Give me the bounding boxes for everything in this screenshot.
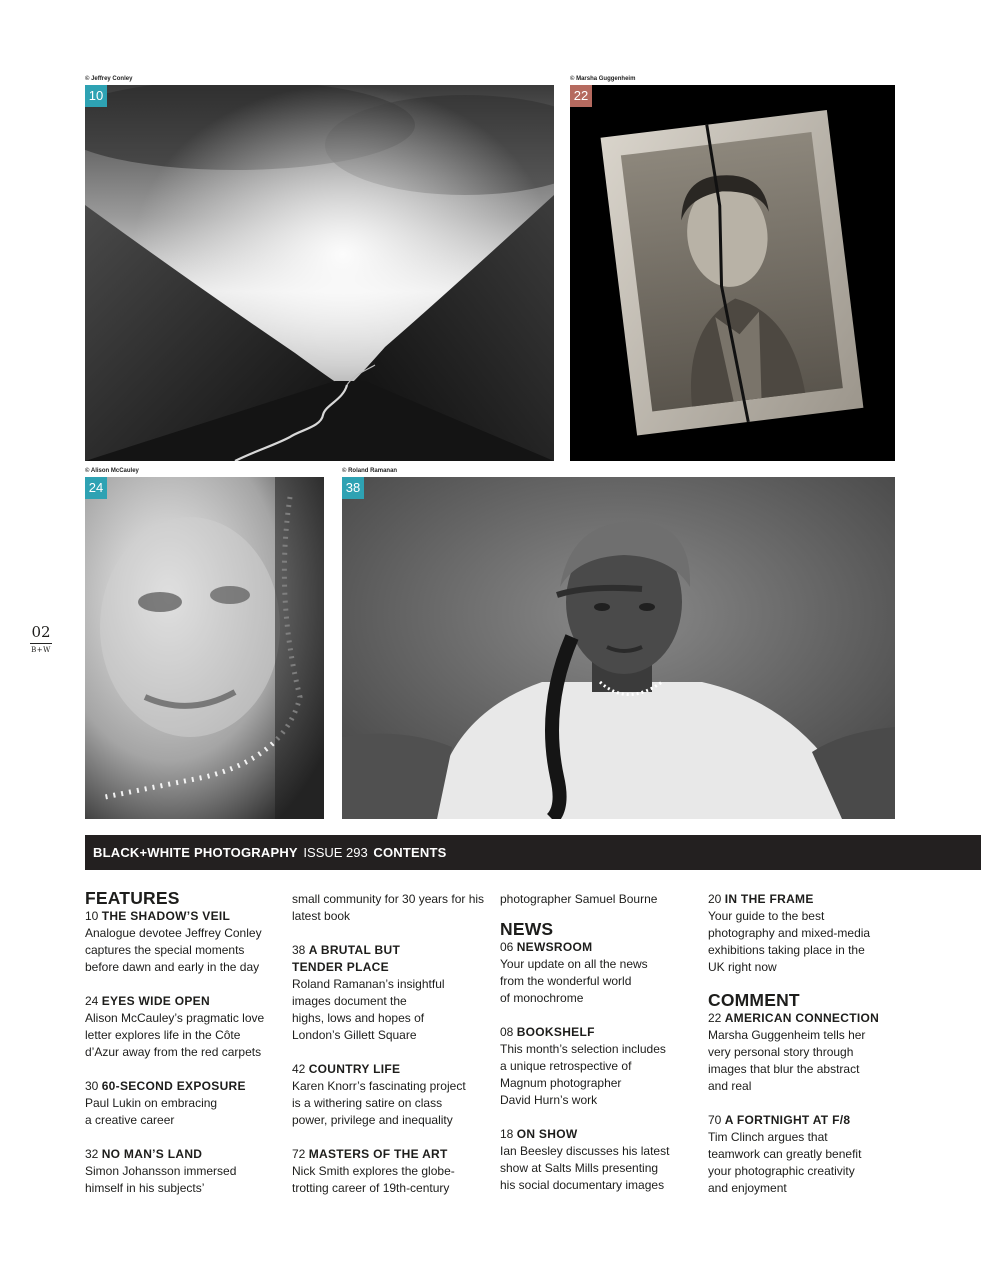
page-badge-22: 22 [570, 85, 592, 107]
landscape-valley-image [85, 85, 554, 461]
entry-page: 18 [500, 1127, 514, 1141]
banner-brand: BLACK+WHITE PHOTOGRAPHY [93, 845, 298, 860]
photo-credit-ramanan: © Roland Ramanan [342, 468, 398, 474]
contents-entry[interactable] [85, 993, 280, 1061]
entry-page: 30 [85, 1079, 99, 1093]
folio-magazine: B+W [31, 646, 51, 654]
section-heading-features: FEATURES [85, 888, 180, 908]
photo-woman-portrait [342, 477, 895, 819]
entry-description: Karen Knorr’s fascinating project is a withering satire on class power, privilege and inequality [292, 1079, 466, 1127]
entry-page: 08 [500, 1025, 514, 1039]
entry-page: 70 [708, 1113, 722, 1127]
entry-page: 22 [708, 1011, 722, 1025]
entry-description: Your guide to the best photography and mixed-media exhibitions taking place in the UK right now [708, 909, 871, 974]
contents-column-1 [85, 888, 280, 1214]
entry-page: 42 [292, 1062, 306, 1076]
entry-description: Analogue devotee Jeffrey Conley captures the special moments before dawn and early in the day [85, 926, 262, 974]
section-heading-comment: COMMENT [708, 990, 800, 1010]
contents-entry[interactable] [708, 1112, 908, 1197]
contents-entry[interactable] [708, 891, 908, 976]
entry-title: MASTERS OF THE ART [308, 1147, 448, 1161]
entry-title: A FORTNIGHT AT F/8 [724, 1113, 851, 1127]
entry-description: Tim Clinch argues that teamwork can greatly benefit your photographic creativity and enjoyment [708, 1130, 862, 1195]
contents-entry[interactable] [708, 1010, 908, 1095]
banner-issue: ISSUE 293 [303, 845, 368, 860]
contents-column-4 [708, 891, 908, 1214]
entry-title: AMERICAN CONNECTION [724, 1011, 880, 1025]
folio [30, 624, 52, 654]
photo-credit-conley: © Jeffrey Conley [85, 76, 133, 82]
contents-entry[interactable] [85, 908, 280, 976]
photo-landscape-valley [85, 85, 554, 461]
contents-entry[interactable] [85, 1078, 280, 1129]
section-heading-news: NEWS [500, 919, 554, 939]
entry-description: Alison McCauley’s pragmatic love letter explores life in the Côte d’Azur away from the red carpets [85, 1011, 265, 1059]
photo-blurred-portrait [85, 477, 324, 819]
entry-description: Ian Beesley discusses his latest show at Salts Mills presenting his social documentary images [500, 1144, 670, 1192]
contents-entry[interactable] [292, 1061, 487, 1129]
entry-title: NO MAN’S LAND [101, 1147, 203, 1161]
entry-page: 06 [500, 940, 514, 954]
contents-banner [85, 835, 981, 870]
entry-title: 60-SECOND EXPOSURE [101, 1079, 246, 1093]
page-badge-38: 38 [342, 477, 364, 499]
banner-section: CONTENTS [373, 845, 447, 860]
contents-entry[interactable] [292, 1146, 487, 1197]
entry-page: 24 [85, 994, 99, 1008]
blurred-portrait-image [85, 477, 324, 819]
entry-page: 38 [292, 943, 306, 957]
entry-page: 20 [708, 892, 722, 906]
contents-entry[interactable] [500, 939, 695, 1007]
entry-description: Paul Lukin on embracing a creative career [85, 1096, 218, 1127]
photo-torn-portrait [570, 85, 895, 461]
entry-description: Simon Johansson immersed himself in his subjects’ [85, 1164, 237, 1195]
entry-page: 10 [85, 909, 99, 923]
photo-credit-guggenheim: © Marsha Guggenheim [570, 76, 636, 82]
entry-description: Marsha Guggenheim tells her very personal story through images that blur the abstract and real [708, 1028, 866, 1093]
page-badge-10: 10 [85, 85, 107, 107]
contents-column-3 [500, 891, 695, 1211]
contents-entry[interactable] [500, 1126, 695, 1194]
photo-credit-mccauley: © Alison McCauley [85, 468, 139, 474]
torn-portrait-image [570, 85, 895, 461]
woman-portrait-image [342, 477, 895, 819]
entry-description: Roland Ramanan’s insightful images document the highs, lows and hopes of London’s Gillett Square [292, 977, 445, 1042]
entry-title: NEWSROOM [516, 940, 593, 954]
entry-description: Your update on all the news from the wonderful world of monochrome [500, 957, 648, 1005]
entry-title: A BRUTAL BUT TENDER PLACE [292, 943, 401, 974]
entry-title: EYES WIDE OPEN [101, 994, 210, 1008]
entry-title: BOOKSHELF [516, 1025, 595, 1039]
page-badge-24: 24 [85, 477, 107, 499]
contents-entry[interactable] [85, 1146, 280, 1197]
entry-title: IN THE FRAME [724, 892, 814, 906]
entry-description: This month’s selection includes a unique retrospective of Magnum photographer David Hurn’s work [500, 1042, 666, 1107]
contents-column-2 [292, 891, 487, 1214]
entry-description: Nick Smith explores the globe- trotting career of 19th-century [292, 1164, 455, 1195]
entry-page: 72 [292, 1147, 306, 1161]
contents-entry[interactable] [500, 1024, 695, 1109]
entry-continuation: small community for 30 years for his latest book [292, 892, 485, 923]
entry-page: 32 [85, 1147, 99, 1161]
entry-title: ON SHOW [516, 1127, 578, 1141]
page-number: 02 [30, 624, 52, 644]
entry-continuation: photographer Samuel Bourne [500, 892, 658, 906]
entry-title: COUNTRY LIFE [308, 1062, 401, 1076]
entry-title: THE SHADOW’S VEIL [101, 909, 231, 923]
contents-entry[interactable] [292, 942, 487, 1044]
